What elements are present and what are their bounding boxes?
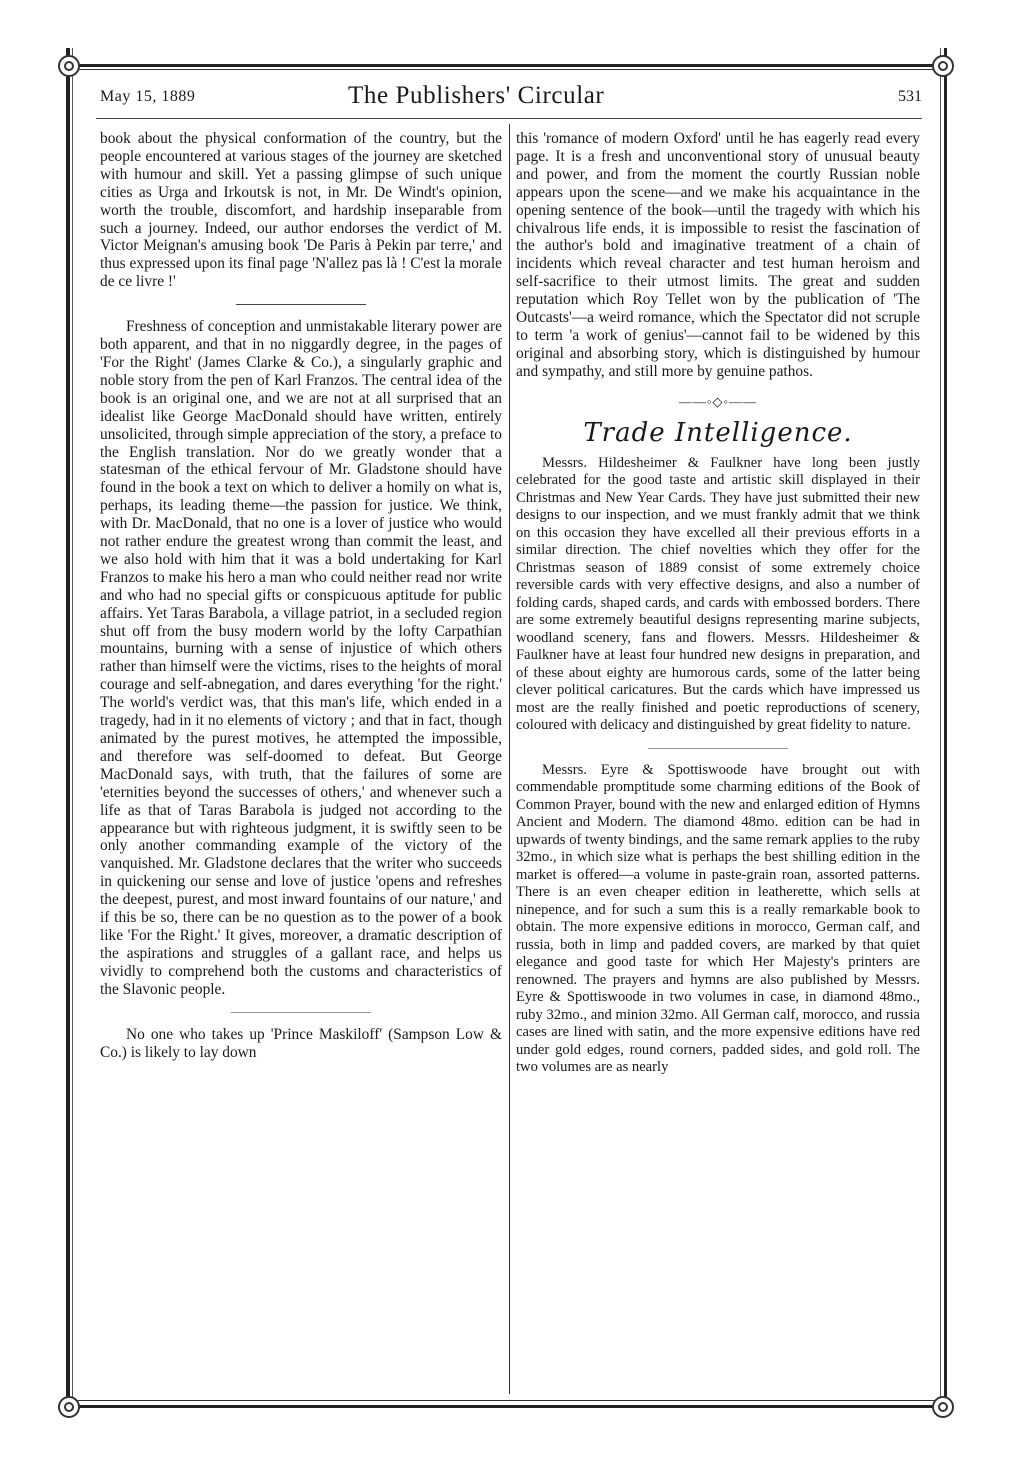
right-column xyxy=(516,130,920,1077)
running-header xyxy=(100,82,922,112)
column-divider xyxy=(509,124,510,1394)
page-border-right xyxy=(944,48,947,1413)
page-border-left xyxy=(66,48,70,1413)
corner-ornament-icon xyxy=(932,55,954,77)
corner-ornament-icon xyxy=(932,1396,954,1418)
page-border-bottom-inner xyxy=(62,1400,947,1401)
page-border-bottom xyxy=(62,1405,947,1408)
header-rule xyxy=(96,118,922,119)
section-rule xyxy=(236,304,366,305)
corner-ornament-icon xyxy=(58,1396,80,1418)
paragraph-for-the-right: Freshness of conception and unmistakable literary power are both apparent, and that in no niggardly degree, in the pages of 'For the Right' (James Clarke & Co.), a singularly graphic and noble story from the pen of Karl Franzos. The central idea of the book is an original one, and we are not at all surprised that an idealist like George MacDonald should have written, entirely unsolicited, through simple appreciation of the story, a preface to the English translation. Nor do we greatly wonder that a statesman of the ethical fervour of Mr. Gladstone should have found in the book a text on which to deliver a homily on what is, perhaps, its leading theme—the passion for justice. We think, with Dr. MacDonald, that no one is a lover of justice who would not rather endure the greatest wrong than commit the least, and we also hold with him that it was a bold undertaking for Karl Franzos to make his hero a man who could neither read nor write and who had no special gifts or conspicuous aptitude for public affairs. Yet Taras Barabola, a village patriot, in a secluded region shut off from the busy modern world by the lofty Carpathian mountains, burning with a sense of injustice of which others rather than himself were the victims, rises to the heights of moral courage and self-abnegation, and dares everything 'for the right.' The world's verdict was, that this man's life, which ended in a tragedy, had in it no elements of victory ; and that in fact, though animated by the purest motives, he attempted the impossible, and therefore was self-doomed to defeat. But George MacDonald says, with truth, that the failures of some are 'eternities beyond the successes of others,' and whenever such a life as that of Taras Barabola is judged not according to the appearance but with righteous judgment, it is swiftly seen to be only another commanding example of the victory of the vanquished. Mr. Gladstone declares that the writer who succeeds in quickening our sense and love of justice 'opens and refreshes the deepest, purest, and most inward fountains of our nature,' and if this be so, there can be no question as to the power of a book like 'For the Right.' It gives, moreover, a dramatic description of the aspirations and struggles of a gallant race, and helps us vividly to comprehend both the customs and characteristics of the Slavonic people. xyxy=(100,318,502,998)
publication-title: The Publishers' Circular xyxy=(348,82,605,109)
page-border-top-inner xyxy=(62,69,947,70)
section-heading-trade-intelligence: Trade Intelligence. xyxy=(583,417,853,448)
paragraph-de-windt: book about the physical conformation of the country, but the people encountered at various stages of the journey are sketched with humour and skill. Yet a passing glimpse of such unique cities as Urga and Irkoutsk is not, in Mr. De Windt's opinion, worth the trouble, discomfort, and hardship inseparable from such a journey. Indeed, our author endorses the verdict of M. Victor Meignan's amusing book 'De Paris à Pekin par terre,' and thus expressed upon its final page 'N'allez pas là ! C'est la morale de ce livre !' xyxy=(100,130,502,291)
divider-ornament: ——◦◇◦—— xyxy=(678,393,758,409)
paragraph-eyre-spottiswoode: Messrs. Eyre & Spottiswoode have brought out with commendable promptitude some charming editions of the Book of Common Prayer, bound with the new and enlarged edition of Hymns Ancient and Modern. The diamond 48mo. edition can be had in upwards of twenty bindings, and the same remark applies to the ruby 32mo., in which size what is perhaps the best shilling edition in the market is offered—a volume in paste-grain roan, assorted patterns. There is an even cheaper edition in leatherette, which sells at ninepence, and for such a sum this is a really remarkable book to obtain. The more expensive editions in morocco, German calf, and russia, both in limp and padded covers, are marked by that quiet elegance and good taste for which Her Majesty's printers are renowned. The prayers and hymns are also published by Messrs. Eyre & Spottiswoode in two volumes in case, in diamond 48mo., ruby 32mo., and minion 32mo. All German calf, morocco, and russia cases are lined with satin, and the more expensive editions have red under gold edges, round corners, padded sides, and gold roll. The two volumes are as nearly xyxy=(516,761,920,1075)
page-border-left-inner xyxy=(72,48,73,1413)
corner-ornament-icon xyxy=(58,55,80,77)
paragraph-prince-maskiloff-continued: this 'romance of modern Oxford' until he has eagerly read every page. It is a fresh and unconventional story of unusual beauty and power, and from the moment the courtly Russian noble appears upon the scene—and we make his acquaintance in the opening sentence of the book—until the tragedy with which his chivalrous life ends, it is impossible to resist the fascination of the author's bold and imaginative treatment of a chain of incidents which reveal character and test human heroism and self-sacrifice to their utmost limits. The great and sudden reputation which Roy Tellet won by the publication of 'The Outcasts'—a weird romance, which the Spectator did not scruple to term 'a work of genius'—cannot fail to be widened by this original and absorbing story, which is distinguished by humour and sympathy, and still more by genuine pathos. xyxy=(516,130,920,380)
left-column xyxy=(100,130,502,1061)
paragraph-prince-maskiloff: No one who takes up 'Prince Maskiloff' (Sampson Low & Co.) is likely to lay down xyxy=(100,1025,502,1061)
section-rule xyxy=(648,748,788,749)
page-number: 531 xyxy=(898,88,922,105)
page-border-right-inner xyxy=(940,48,941,1413)
paragraph-hildesheimer-faulkner: Messrs. Hildesheimer & Faulkner have long been justly celebrated for the good taste and artistic skill displayed in their Christmas and New Year Cards. They have just submitted their new designs to our inspection, and we must frankly admit that we think on this occasion they have excelled all their previous efforts in a similar direction. The chief novelties which they offer for the Christmas season of 1889 consist of some extremely choice reversible cards with very effective designs, and also a number of folding cards, shaped cards, and cards with embossed borders. There are some extremely beautiful designs representing marine subjects, woodland scenery, fans and flowers. Messrs. Hildesheimer & Faulkner have at least four hundred new designs in preparation, and of these about eighty are humorous cards, some of the latter being clever political caricatures. But the cards which have impressed us most are the really finished and poetic reproductions of scenery, coloured with delicacy and distinguished by great fidelity to nature. xyxy=(516,454,920,733)
section-rule xyxy=(231,1012,371,1013)
issue-date: May 15, 1889 xyxy=(100,88,196,105)
page-border-top xyxy=(62,64,947,67)
